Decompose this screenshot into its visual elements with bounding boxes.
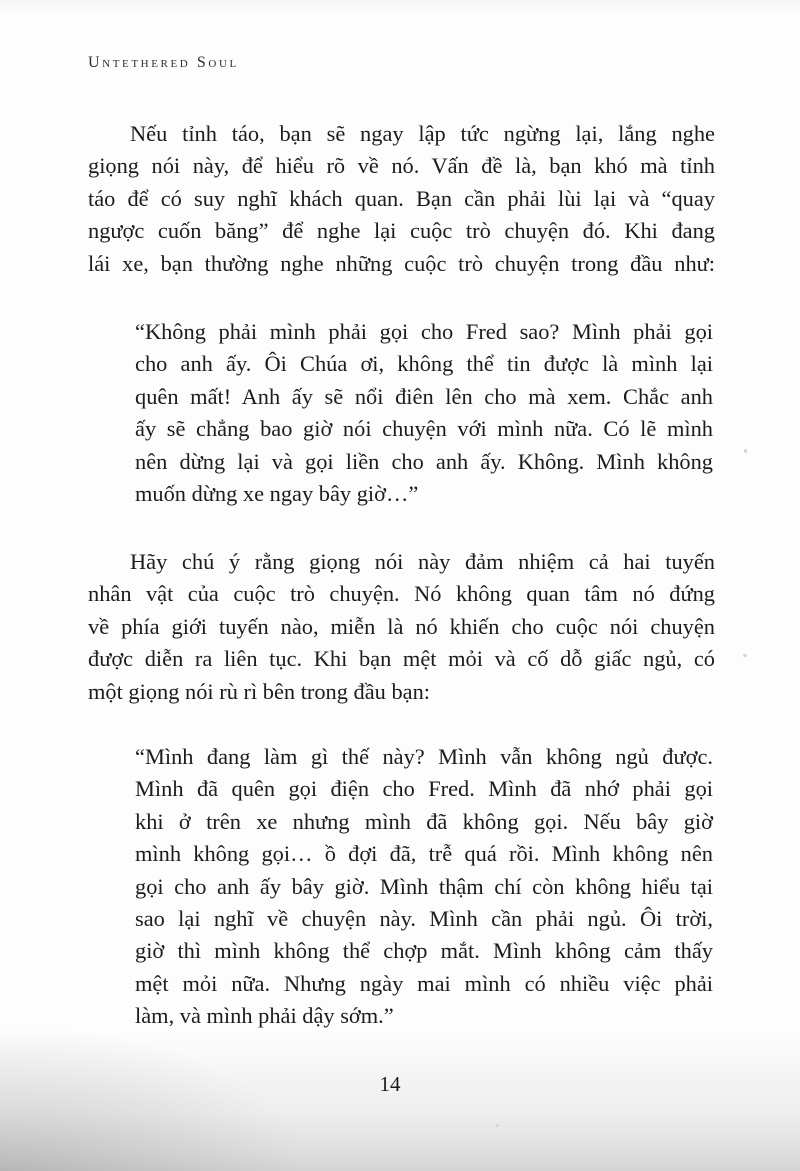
- text-line: sao lại nghĩ về chuyện này. Mình cần phải ngủ. Ôi trời,: [135, 906, 713, 932]
- text-line: được diễn ra liên tục. Khi bạn mệt mỏi và cố dỗ giấc ngủ, có: [88, 646, 715, 672]
- text-line: ấy sẽ chẳng bao giờ nói chuyện với mình nữa. Có lẽ mình: [135, 416, 713, 442]
- text-line: một giọng nói rù rì bên trong đầu bạn:: [88, 678, 431, 704]
- text-line: muốn dừng xe ngay bây giờ…”: [135, 481, 419, 507]
- text-line: khi ở trên xe nhưng mình đã không gọi. Nếu bây giờ: [135, 808, 713, 834]
- text-line: giờ thì mình không thể chợp mắt. Mình không cảm thấy: [135, 938, 713, 964]
- scan-speck: [743, 654, 747, 657]
- text-line: “Không phải mình phải gọi cho Fred sao? Mình phải gọi: [135, 319, 713, 344]
- running-header: Untethered Soul: [88, 54, 239, 71]
- text-line: gọi cho anh ấy bây giờ. Mình thậm chí còn không hiểu tại: [135, 873, 713, 899]
- text-line: giọng nói này, để hiểu rõ về nó. Vấn đề là, bạn khó mà tỉnh: [88, 153, 715, 179]
- text-line: lái xe, bạn thường nghe những cuộc trò chuyện trong đầu như:: [88, 250, 715, 276]
- paragraph-1: [88, 118, 715, 280]
- text-line: nhân vật của cuộc trò chuyện. Nó không quan tâm nó đứng: [88, 581, 715, 607]
- scan-speck: [496, 1124, 499, 1127]
- text-line: làm, và mình phải dậy sớm.”: [135, 1003, 394, 1029]
- text-line: ngược cuốn băng” để nghe lại cuộc trò chuyện đó. Khi đang: [88, 218, 715, 244]
- text-line: Mình đã quên gọi điện cho Fred. Mình đã nhớ phải gọi: [135, 776, 713, 802]
- text-line: táo để có suy nghĩ khách quan. Bạn cần phải lùi lại và “quay: [88, 185, 715, 211]
- quote-paragraph-1: [135, 316, 713, 510]
- text-line: cho anh ấy. Ôi Chúa ơi, không thể tin được là mình lại: [135, 351, 713, 377]
- text-line: quên mất! Anh ấy sẽ nổi điên lên cho mà xem. Chắc anh: [135, 383, 713, 409]
- text-line: mệt mỏi nữa. Nhưng ngày mai mình có nhiều việc phải: [135, 970, 713, 996]
- text-line: Nếu tỉnh táo, bạn sẽ ngay lập tức ngừng lại, lắng nghe: [130, 121, 715, 146]
- page-number: 14: [379, 1072, 401, 1096]
- text-line: về phía giới tuyến nào, miễn là nó khiến cho cuộc nói chuyện: [88, 613, 715, 639]
- text-line: “Mình đang làm gì thế này? Mình vẫn không ngủ được.: [135, 744, 713, 769]
- text-line: nên dừng lại và gọi liền cho anh ấy. Không. Mình không: [135, 448, 713, 474]
- paragraph-2: [88, 546, 715, 708]
- text-line: mình không gọi… ồ đợi đã, trễ quá rồi. Mình không nên: [135, 841, 713, 867]
- scan-speck: [744, 449, 747, 453]
- text-line: Hãy chú ý rằng giọng nói này đảm nhiệm cả hai tuyến: [130, 549, 715, 574]
- quote-paragraph-2: [135, 741, 713, 1033]
